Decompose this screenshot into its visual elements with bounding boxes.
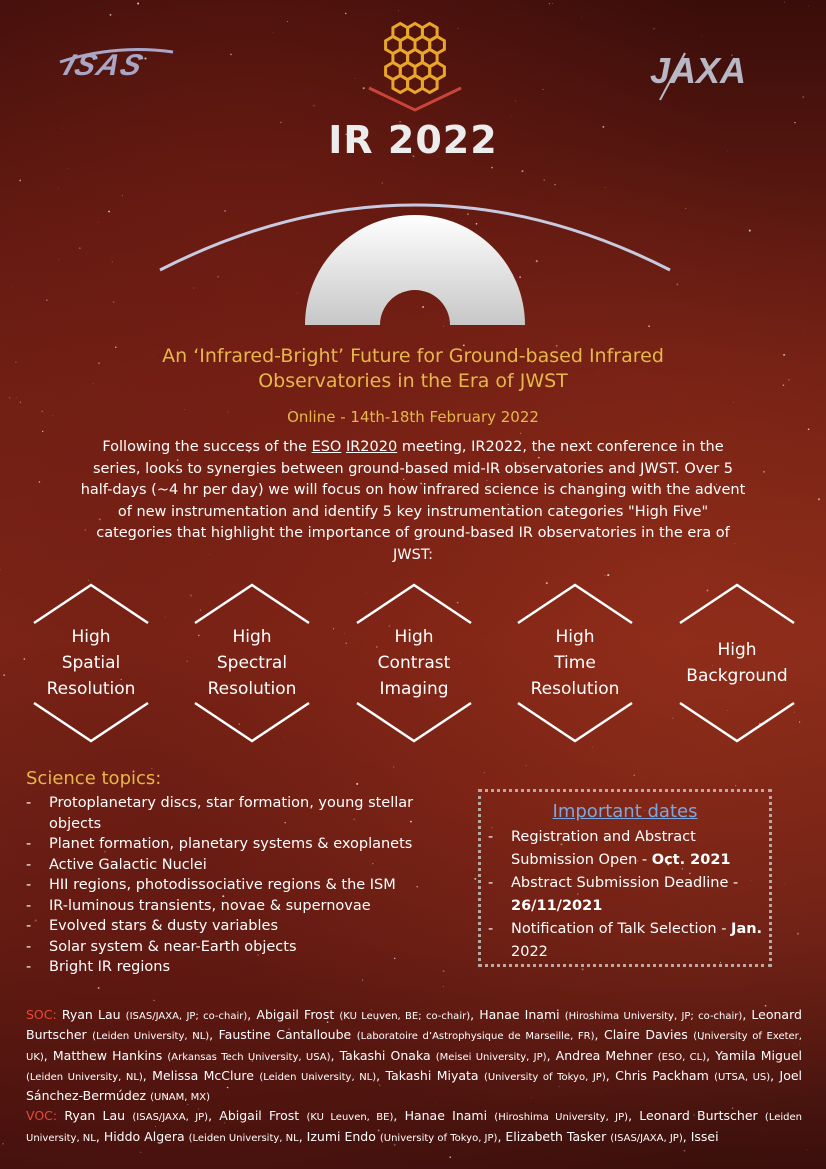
star-dot (653, 28, 654, 29)
star-dot (515, 100, 516, 101)
committee-member-affiliation: (KU Leuven, BE) (306, 1112, 394, 1124)
star-dot (15, 361, 17, 363)
star-dot (39, 481, 41, 483)
hexagon-segment-icon (408, 76, 423, 93)
committee-member-name: Chris Packham (615, 1067, 709, 1083)
star-dot (763, 471, 765, 473)
committee-section (26, 1006, 802, 1148)
star-dot (362, 979, 363, 980)
committee-member-affiliation: (Leiden University, NL) (259, 1071, 377, 1083)
subtitle-line-1: An ‘Infrared-Bright’ Future for Ground-based Infrared (162, 345, 664, 367)
star-dot (230, 54, 232, 56)
event-dates: Online - 14th-18th February 2022 (287, 408, 539, 426)
soc-list: SOC: Ryan Lau (ISAS/JAXA, JP; co-chair), Abigail Frost (KU Leuven, BE; co-chair), Hanae Inami (Hiroshima University, JP; co-chair), Leonard Burtscher (Leiden University, NL), Faustine Cantalloube (Laboratoire d’Astrophysique de Marseille, FR), Claire Davies (University of Exeter, UK), Matthew Hankins (Arkansas Tech University, USA), Takashi Onaka (Meisei University, JP), Andrea Mehner (ESO, CL), Yamila Miguel (Leiden University, NL), Melissa McClure (Leiden University, NL), Takashi Miyata (University of Tokyo, JP), Chris Packham (UTSA, US), Joel Sánchez-Bermúdez (UNAM, MX) (26, 1007, 803, 1104)
isas-logo (55, 42, 175, 87)
category-spatial-resolution (28, 583, 154, 743)
star-dot (474, 878, 476, 880)
star-dot (108, 211, 110, 213)
date-item: - Registration and Abstract Submission Open - Oct. 2021 (485, 826, 765, 872)
star-dot (449, 1156, 451, 1158)
star-dot (784, 2, 785, 3)
list-item: - Planet formation, planetary systems & exoplanets (22, 834, 462, 855)
star-dot (58, 259, 59, 260)
category-label: High Time Resolution (530, 627, 620, 699)
committee-member-affiliation: (ISAS/JAXA, JP) (132, 1112, 209, 1124)
voc-list: VOC: Ryan Lau (ISAS/JAXA, JP), Abigail Frost (KU Leuven, BE), Hanae Inami (Hiroshima University, JP), Leonard Burtscher (Leiden University, NL, Hiddo Algera (Leiden University, NL, Izumi Endo (University of Tokyo, JP), Elizabeth Tasker (ISAS/JAXA, JP), Issei (26, 1108, 802, 1144)
star-dot (355, 78, 356, 79)
list-item: - Solar system & near-Earth objects (22, 937, 462, 958)
star-dot (42, 431, 43, 432)
star-dot (808, 428, 810, 430)
star-dot (67, 168, 68, 169)
committee-member-name: Matthew Hankins (52, 1047, 163, 1063)
committee-member-affiliation: (Leiden University, NL (26, 1112, 802, 1144)
star-dot (520, 433, 521, 434)
committee-member-affiliation: (Leiden University, NL (188, 1132, 299, 1144)
star-dot (805, 207, 806, 208)
star-dot (491, 167, 493, 169)
star-dot (783, 384, 785, 386)
star-dot (393, 766, 394, 767)
category-label: High Contrast Imaging (377, 627, 451, 699)
dome-graphic (150, 180, 680, 330)
star-dot (542, 89, 543, 90)
category-time-resolution (512, 583, 638, 743)
svg-text:ISAS: ISAS (60, 47, 150, 82)
star-dot (807, 1149, 808, 1150)
ir2020-link[interactable]: IR2020 (345, 439, 398, 455)
star-dot (549, 3, 550, 4)
star-dot (735, 785, 736, 786)
important-dates-box (478, 789, 772, 967)
committee-member-affiliation: (Meisei University, JP) (435, 1051, 547, 1063)
star-dot (93, 383, 94, 384)
star-dot (79, 247, 81, 249)
star-dot (749, 230, 751, 232)
committee-member-name: Takashi Miyata (385, 1067, 479, 1083)
committee-member-name: Issei (690, 1128, 719, 1144)
star-dot (0, 569, 1, 570)
committee-member-affiliation: (UTSA, US) (714, 1071, 771, 1083)
list-item: - HII regions, photodissociative regions & the ISM (22, 875, 462, 896)
star-dot (19, 180, 21, 182)
committee-member-name: Andrea Mehner (555, 1047, 653, 1063)
jaxa-logo (645, 45, 760, 105)
hexagon-segment-icon (422, 76, 437, 93)
star-dot (684, 1150, 686, 1152)
science-topics-list (22, 793, 462, 978)
committee-member-affiliation: (ISAS/JAXA, JP; co-chair) (125, 1011, 248, 1022)
svg-text:JAXA: JAXA (650, 50, 747, 91)
science-topics-heading: Science topics: (26, 768, 162, 789)
star-dot (802, 96, 804, 98)
star-dot (552, 3, 553, 4)
star-dot (112, 261, 113, 262)
voc-label: VOC: (26, 1108, 58, 1124)
list-item: - IR-luminous transients, novae & supernovae (22, 896, 462, 917)
committee-member-name: Hanae Inami (404, 1108, 488, 1124)
star-dot (685, 208, 686, 209)
star-dot (11, 286, 12, 287)
star-dot (512, 116, 513, 117)
star-dot (607, 574, 609, 576)
star-dot (582, 17, 583, 18)
important-dates-heading[interactable]: Important dates (552, 801, 698, 822)
committee-member-name: Ryan Lau (64, 1108, 126, 1124)
star-dot (98, 987, 100, 989)
committee-member-name: Leonard Burtscher (26, 1007, 802, 1043)
committee-member-affiliation: (Leiden University, NL) (26, 1071, 143, 1083)
star-dot (345, 13, 346, 14)
star-dot (818, 498, 820, 500)
conference-title: IR 2022 (328, 118, 498, 162)
star-dot (398, 11, 399, 12)
star-dot (443, 986, 444, 987)
committee-member-name: Faustine Cantalloube (218, 1027, 352, 1043)
committee-member-affiliation: (University of Tokyo, JP) (379, 1132, 498, 1144)
star-dot (88, 580, 89, 581)
star-dot (346, 643, 348, 645)
star-dot (287, 21, 288, 22)
date-item: - Notification of Talk Selection - Jan. 2022 (485, 918, 765, 964)
committee-member-affiliation: (KU Leuven, BE; co-chair) (339, 1011, 471, 1022)
subtitle-line-2: Observatories in the Era of JWST (258, 370, 568, 392)
date-item: - Abstract Submission Deadline - 26/11/2021 (485, 872, 765, 918)
committee-member-name: Yamila Miguel (715, 1047, 803, 1063)
star-dot (783, 354, 785, 356)
star-dot (587, 788, 588, 789)
star-dot (484, 772, 485, 773)
committee-member-name: Claire Davies (603, 1027, 688, 1043)
list-item: - Protoplanetary discs, star formation, young stellar objects (22, 793, 462, 834)
star-dot (3, 674, 5, 676)
committee-member-affiliation: (ESO, CL) (657, 1051, 707, 1063)
star-dot (785, 884, 786, 885)
star-dot (733, 402, 734, 403)
committee-member-affiliation: (University of Exeter, UK) (26, 1031, 802, 1063)
star-dot (273, 32, 274, 33)
star-dot (803, 334, 804, 335)
star-dot (16, 397, 17, 398)
committee-member-name: Leonard Burtscher (639, 1108, 758, 1124)
category-contrast-imaging (351, 583, 477, 743)
star-dot (186, 660, 188, 662)
category-background (674, 583, 800, 743)
committee-member-name: Abigail Frost (256, 1007, 335, 1022)
list-item: - Evolved stars & dusty variables (22, 916, 462, 937)
committee-member-name: Abigail Frost (219, 1108, 300, 1124)
committee-member-name: Takashi Onaka (339, 1047, 431, 1063)
committee-member-affiliation: (Laboratoire d’Astrophysique de Marseille, FR) (356, 1031, 595, 1043)
list-item: - Active Galactic Nuclei (22, 855, 462, 876)
star-dot (140, 1152, 141, 1153)
star-dot (313, 105, 314, 106)
star-dot (9, 397, 11, 399)
star-dot (46, 300, 47, 301)
star-dot (634, 775, 635, 776)
star-dot (2, 1143, 4, 1145)
jwst-mirror-logo (365, 18, 465, 113)
eso-link[interactable]: ESO (311, 439, 342, 455)
committee-member-name: Melissa McClure (152, 1067, 254, 1083)
star-dot (137, 3, 139, 5)
committee-member-name: Hanae Inami (479, 1007, 560, 1022)
star-dot (521, 170, 523, 172)
committee-member-affiliation: (Hiroshima University, JP) (494, 1112, 629, 1124)
committee-member-name: Ryan Lau (61, 1007, 121, 1022)
star-dot (23, 658, 25, 660)
star-dot (110, 14, 112, 16)
category-label: High Background (686, 640, 788, 686)
committee-member-affiliation: (UNAM, MX) (150, 1092, 211, 1104)
committee-member-name: Elizabeth Tasker (505, 1128, 607, 1144)
star-dot (20, 401, 21, 402)
conference-subtitle (100, 344, 726, 394)
star-dot (153, 1000, 154, 1001)
star-dot (344, 633, 345, 634)
star-dot (113, 301, 115, 303)
category-label: High Spatial Resolution (46, 627, 136, 699)
star-dot (788, 379, 789, 380)
committee-member-name: Hiddo Algera (103, 1128, 185, 1144)
committee-member-affiliation: (ISAS/JAXA, JP) (610, 1132, 683, 1144)
committee-member-affiliation: (Leiden University, NL) (92, 1031, 210, 1043)
star-dot (582, 968, 584, 970)
intro-paragraph: Following the success of the ESO IR2020 meeting, IR2022, the next conference in the series, looks to synergies between ground-based mid-IR observatories and JWST. Over 5 half-days (~4 hr per day) we will focus on how infrared science is changing with the advent of new instrumentation and identify 5 key instrumentation categories "High Five" categories that highlight the importance of ground-based IR observatories in the era of JWST: (80, 439, 746, 563)
list-item: - Bright IR regions (22, 957, 462, 978)
star-dot (797, 933, 799, 935)
committee-member-name: Izumi Endo (306, 1128, 376, 1144)
committee-member-affiliation: (Hiroshima University, JP; co-chair) (564, 1011, 743, 1022)
committee-member-affiliation: (University of Tokyo, JP) (483, 1071, 606, 1083)
category-spectral-resolution (189, 583, 315, 743)
star-dot (58, 189, 59, 190)
star-dot (333, 628, 334, 629)
star-dot (526, 765, 527, 766)
star-dot (98, 222, 99, 223)
star-dot (356, 783, 358, 785)
star-dot (165, 616, 166, 617)
star-dot (808, 6, 809, 7)
committee-member-name: Joel Sánchez-Bermúdez (26, 1067, 803, 1104)
soc-label: SOC: (26, 1007, 57, 1022)
star-dot (592, 747, 593, 748)
important-dates-list (485, 826, 765, 964)
category-label: High Spectral Resolution (207, 627, 297, 699)
star-dot (605, 575, 606, 576)
star-dot (122, 195, 123, 196)
hexagon-segment-icon (393, 76, 408, 93)
committee-member-affiliation: (Arkansas Tech University, USA) (167, 1051, 331, 1063)
